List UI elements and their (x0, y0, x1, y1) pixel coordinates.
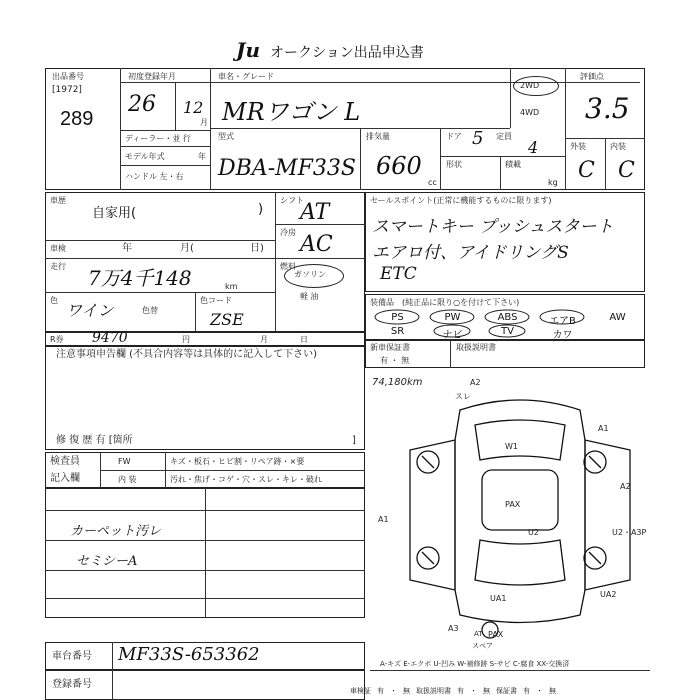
drive-4wd: 4WD (520, 108, 540, 117)
color-value: ワイン (66, 301, 114, 320)
logo: Ju (236, 38, 261, 62)
history-label: 車歴 (50, 196, 66, 205)
equip-leather: カワ (552, 330, 573, 341)
displacement: 660 (376, 152, 422, 180)
equip-abs: ABS (497, 312, 518, 323)
lot-label: 出品番号 (52, 72, 84, 81)
notes-label: 注意事項申告欄 (不具合内容等は具体的に記入して下さい) (56, 349, 317, 360)
lot-number: 289 (60, 108, 94, 130)
lot-code: [1972] (52, 85, 82, 95)
equip-ps: PS (391, 312, 404, 323)
history-value: 自家用( (92, 206, 137, 221)
form-title: オークション出品申込書 (270, 45, 424, 61)
chassis-number: MF33S-653362 (118, 644, 260, 665)
aircon-value: AC (300, 232, 333, 257)
drive-2wd: 2WD (520, 81, 540, 90)
rating-label: 評価点 (580, 72, 604, 81)
doors: 5 (472, 128, 484, 149)
vehicle-model: DBA-MF33S (218, 156, 356, 181)
recycle-value: 9470 (92, 330, 128, 346)
shift-value: AT (300, 200, 330, 225)
sales-line-2: エアロ付、アイドリングS (372, 243, 569, 263)
remark-1: カーペット汚レ (70, 524, 162, 539)
color-code: ZSE (210, 310, 244, 329)
registration-year: 26 (128, 92, 156, 117)
equip-sr: SR (390, 326, 405, 337)
registration-month: 12 (183, 98, 204, 117)
mileage: 7万4千148 (88, 266, 192, 290)
sales-label: セールスポイント(正常に機能するものに限ります) (370, 196, 552, 205)
equip-aw: AW (609, 312, 626, 323)
repair-label: 修 復 歴 有 [箇所 (56, 435, 133, 446)
vehicle-name-label: 車名・グレード (218, 72, 274, 81)
equipment-circles (365, 306, 645, 340)
vehicle-name: MRワゴン L (222, 98, 361, 126)
interior-grade: C (618, 158, 635, 183)
sales-line-3: ETC (380, 264, 417, 284)
equip-pw: PW (444, 312, 461, 323)
sales-line-1: スマートキー プッシュスタート (372, 217, 614, 237)
capacity: 4 (528, 138, 539, 157)
remark-2: セミシーA (76, 554, 138, 569)
fuel-gasoline: ガソリン (294, 270, 326, 279)
equip-navi: ナビ (442, 330, 463, 341)
diagram-mileage: 74,180km (372, 377, 423, 388)
car-damage-diagram (370, 377, 670, 640)
exterior-grade: C (578, 158, 595, 183)
rating-score: 3.5 (585, 92, 630, 125)
equip-tv: TV (501, 326, 514, 337)
equip-airbag: エアB (549, 316, 576, 327)
damage-legend: A-キズ E-エクボ U-凹み W-補修跡 S-サビ C-腐食 XX-交換済 (380, 660, 570, 668)
registration-label: 初度登録年月 (128, 72, 176, 81)
